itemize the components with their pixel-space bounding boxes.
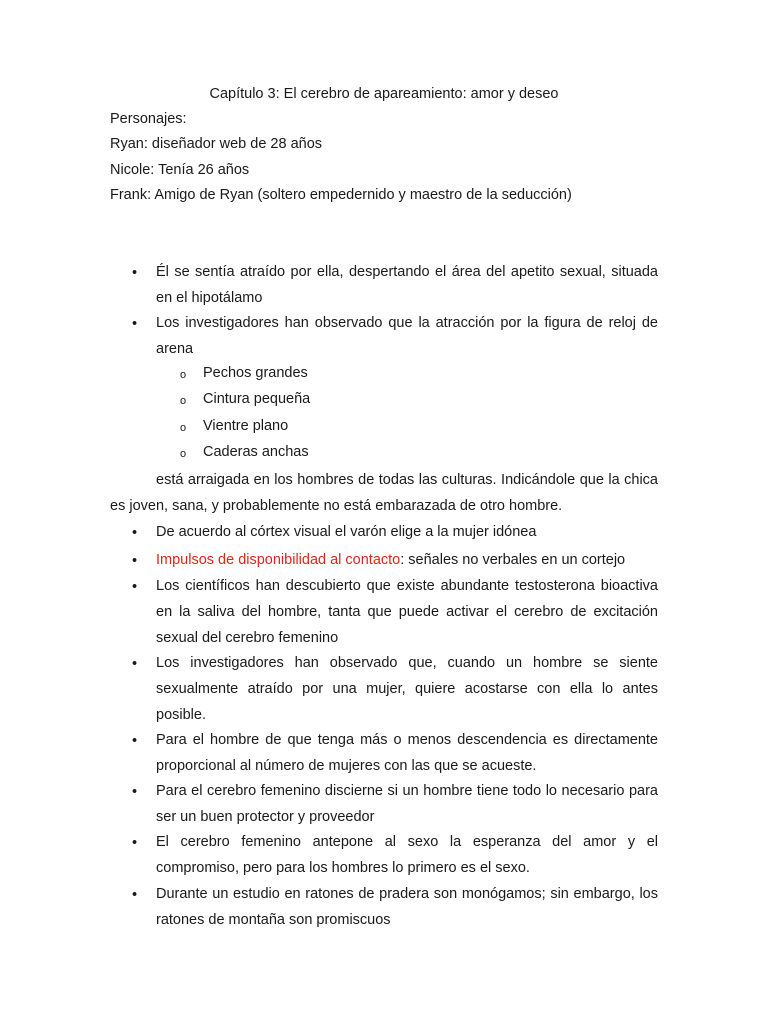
sub-bullet-marker: o	[180, 395, 187, 407]
bullet-item: Los científicos han descubierto que existe abundante testosterona bioactiva en la saliva del hombre, tanta que puede activar el cerebro de excitación sexual del cerebro femenino	[156, 578, 658, 646]
bullet-marker: •	[132, 265, 138, 281]
sub-item: Pechos grandes	[203, 365, 308, 381]
intro-line: Personajes:	[110, 111, 187, 127]
bullet-item: Para el cerebro femenino discierne si un hombre tiene todo lo necesario para ser un buen protector y proveedor	[156, 783, 658, 825]
bullet-item	[156, 547, 658, 573]
continuation-paragraph	[110, 467, 658, 519]
bullet-marker: •	[132, 887, 138, 903]
bullet-marker: •	[132, 835, 138, 851]
sub-item: Vientre plano	[203, 418, 289, 434]
bullet-marker: •	[132, 656, 138, 672]
bullet-item: Los investigadores han observado que, cuando un hombre se siente sexualmente atraído por una mujer, quiere acostarse con ella lo antes posible.	[156, 655, 658, 723]
sub-bullet-marker: o	[180, 448, 187, 460]
bullet-marker: •	[132, 553, 138, 569]
chapter-title: Capítulo 3: El cerebro de apareamiento: amor y deseo	[209, 86, 559, 102]
bullet-item: Durante un estudio en ratones de pradera son monógamos; sin embargo, los ratones de montaña son promiscuos	[156, 886, 658, 928]
highlighted-term: Impulsos de disponibilidad al contacto	[156, 552, 401, 568]
bullet-item: Los investigadores han observado que la atracción por la figura de reloj de arena	[156, 315, 658, 357]
intro-line: Frank: Amigo de Ryan (soltero empedernido y maestro de la seducción)	[110, 187, 572, 203]
bullet-marker: •	[132, 784, 138, 800]
bullet-item: De acuerdo al córtex visual el varón elige a la mujer idónea	[156, 524, 537, 540]
bullet-marker: •	[132, 525, 138, 541]
sub-item: Caderas anchas	[203, 444, 309, 460]
bullet-item: Para el hombre de que tenga más o menos descendencia es directamente proporcional al número de mujeres con las que se acueste.	[156, 732, 658, 774]
intro-line: Ryan: diseñador web de 28 años	[110, 136, 323, 152]
sub-bullet-marker: o	[180, 422, 187, 434]
continuation-text: está arraigada en los hombres de todas las culturas. Indicándole que la chica es joven, sana, y probablemente no está embarazada de otro hombre.	[110, 472, 658, 514]
bullet-marker: •	[132, 316, 138, 332]
bullet-item: Él se sentía atraído por ella, despertando el área del apetito sexual, situada en el hipotálamo	[156, 264, 658, 306]
sub-item: Cintura pequeña	[203, 391, 311, 407]
intro-line: Nicole: Tenía 26 años	[110, 162, 250, 178]
bullet-item: El cerebro femenino antepone al sexo la esperanza del amor y el compromiso, pero para los hombres lo primero es el sexo.	[156, 834, 658, 876]
sub-bullet-marker: o	[180, 369, 187, 381]
bullet-item-rest: : señales no verbales en un cortejo	[400, 552, 626, 568]
bullet-marker: •	[132, 733, 138, 749]
bullet-marker: •	[132, 579, 138, 595]
